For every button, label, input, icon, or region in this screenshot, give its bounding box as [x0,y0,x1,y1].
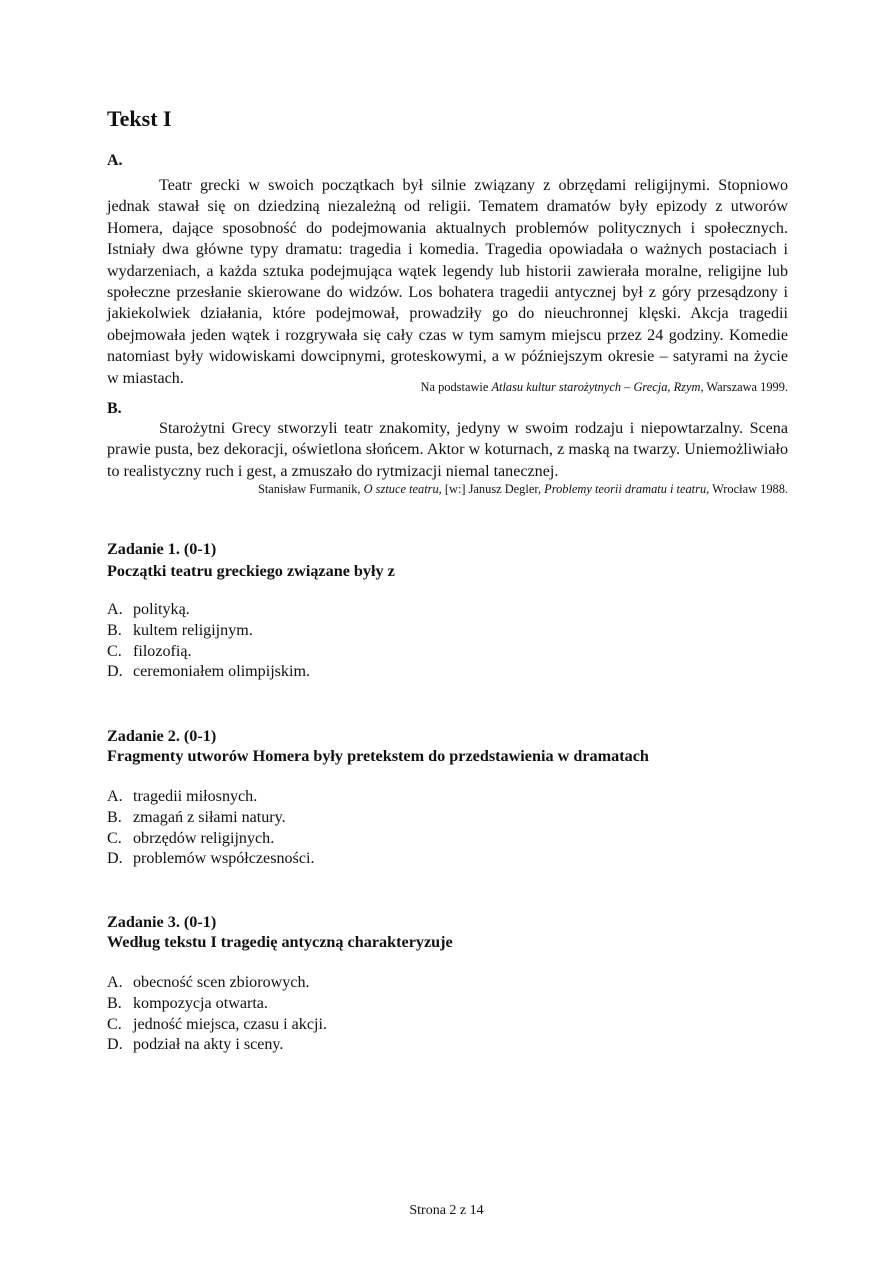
task-1-options [107,600,310,683]
section-b-paragraph: Starożytni Grecy stworzyli teatr znakomity, jedyny w swoim rodzaju i niepowtarzalny. Scena prawie pusta, bez dekoracji, oświetlona słońcem. Aktor w koturnach, z maską na twarzy. Uniemożliwiało to realistyczny ruch i gest, a zmuszało do rytmizacji niemal tanecznej. [107,420,788,480]
task-3-option-a[interactable] [107,973,327,994]
option-text: tragedii miłosnych. [133,788,258,805]
task-2-question: Fragmenty utworów Homera były pretekstem do przedstawienia w dramatach [107,747,649,765]
option-letter: D. [107,663,123,681]
option-text: podział na akty i sceny. [133,1036,284,1054]
option-text: problemów współczesności. [133,850,315,868]
option-letter: B. [107,808,122,826]
option-letter: C. [107,829,122,847]
task-3-option-b[interactable] [107,994,327,1015]
page-number-footer: Strona 2 z 14 [409,1203,484,1218]
task-2-option-b[interactable] [107,808,314,829]
source-a-title: Atlasu kultur starożytnych – Grecja, Rzym [491,380,701,394]
source-b-mid: , [w:] Janusz Degler, [438,482,545,496]
source-b-title1: O sztuce teatru [363,482,439,496]
task-3-heading: Zadanie 3. (0-1) [107,913,217,931]
option-text: obecność scen zbiorowych. [133,974,310,991]
source-a-suffix: , Warszawa 1999. [700,380,788,394]
task-2-options [107,787,314,870]
task-2-heading: Zadanie 2. (0-1) [107,727,217,745]
task-1-question: Początki teatru greckiego związane były z [107,562,395,580]
task-1-option-c[interactable] [107,642,310,663]
option-letter: D. [107,1036,123,1054]
option-text: polityką. [133,601,190,618]
section-b-label: B. [107,400,122,417]
option-letter: C. [107,642,122,660]
source-b-author: Stanisław Furmanik, [257,482,364,496]
task-3-option-d[interactable] [107,1035,327,1056]
text-title: Tekst I [107,106,172,131]
task-3-question: Według tekstu I tragedię antyczną charakteryzuje [107,933,453,951]
task-3-option-c[interactable] [107,1015,327,1036]
option-letter: C. [107,1015,122,1033]
option-text: jedność miejsca, czasu i akcji. [133,1015,327,1033]
task-2-option-c[interactable] [107,829,314,850]
option-letter: A. [107,788,123,805]
option-letter: B. [107,994,122,1012]
option-text: zmagań z siłami natury. [133,808,286,826]
section-a-source [421,380,788,395]
section-b-source [258,482,788,497]
task-2-option-a[interactable] [107,787,314,808]
source-b-title2: Problemy teorii dramatu i teatru [544,482,707,496]
option-letter: D. [107,850,123,868]
task-2-option-d[interactable] [107,849,314,870]
option-text: ceremoniałem olimpijskim. [133,663,310,681]
option-text: kultem religijnym. [133,621,253,639]
section-a-label: A. [107,152,123,169]
option-letter: A. [107,974,123,991]
option-text: kompozycja otwarta. [133,994,268,1012]
source-b-suffix: , Wrocław 1988. [706,482,788,496]
section-a-paragraph: Teatr grecki w swoich początkach był silnie związany z obrzędami religijnymi. Stopniowo jednak stawał się on dziedziną niezależną od religii. Tematem dramatów były epizody z utworów Homera, dające sposobność do podejmowania aktualnych problemów politycznych i społecznych. Istniały dwa główne typy dramatu: tragedia i komedia. Tragedia opowiadała o ważnych postaciach i wydarzeniach, a każda sztuka podejmująca wątek legendy lub historii zawierała moralne, religijne lub społeczne przesłanie skierowane do widzów. Los bohatera tragedii antycznej był z góry przesądzony i jakiekolwiek działania, które podejmował, prowadziły go do nieuchronnej klęski. Akcja tragedii obejmowała jeden wątek i rozgrywała się cały czas w tym samym miejscu przez 24 godziny. Komedie natomiast były widowiskami dowcipnymi, groteskowymi, a w późniejszym okresie – satyrami na życie w miastach. [107,177,788,387]
task-3-options [107,973,327,1056]
task-1-option-a[interactable] [107,600,310,621]
option-text: obrzędów religijnych. [133,829,275,847]
task-1-option-d[interactable] [107,662,310,683]
task-1-heading: Zadanie 1. (0-1) [107,540,217,558]
option-letter: B. [107,621,122,639]
option-text: filozofią. [133,642,192,660]
source-a-prefix: Na podstawie [420,380,492,394]
task-1-option-b[interactable] [107,621,310,642]
option-letter: A. [107,601,123,618]
